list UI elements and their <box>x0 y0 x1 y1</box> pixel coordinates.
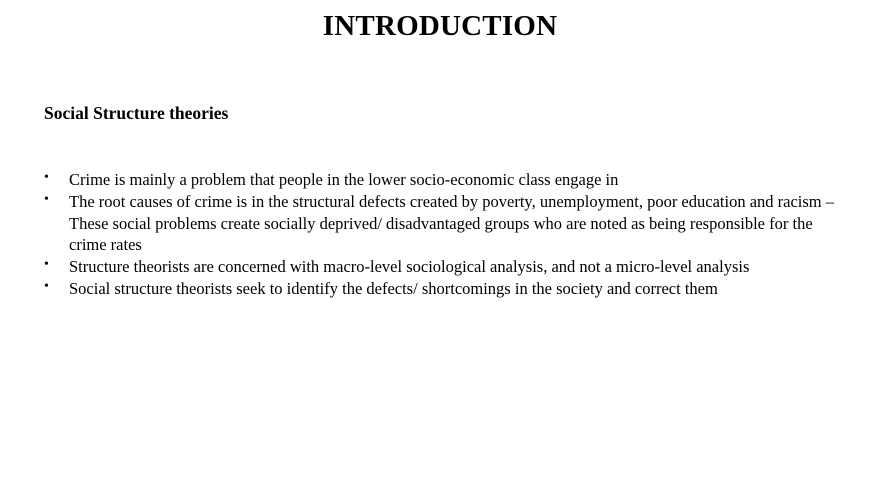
bullet-list <box>44 169 844 300</box>
bullet-text: Structure theorists are concerned with macro-level sociological analysis, and not a micro-level analysis <box>69 257 750 277</box>
bullet-text: Crime is mainly a problem that people in the lower socio-economic class engage in <box>69 170 619 189</box>
bullet-text: Social structure theorists seek to identify the defects/ shortcomings in the society and correct them <box>69 278 718 298</box>
bullet-item <box>44 191 844 256</box>
bullet-item <box>44 278 844 300</box>
section-heading: Social Structure theories <box>44 103 229 123</box>
bullet-icon: • <box>44 191 49 207</box>
bullet-icon: • <box>44 257 49 273</box>
bullet-item <box>44 256 844 278</box>
slide-title: INTRODUCTION <box>322 10 558 42</box>
bullet-icon: • <box>44 278 49 294</box>
bullet-icon: • <box>44 170 49 185</box>
bullet-item <box>44 169 844 191</box>
bullet-text: The root causes of crime is in the structural defects created by poverty, unemployment, poor education and racism – These social problems create socially deprived/ disadvantaged groups who are noted as being responsible for the crime rates <box>69 191 835 255</box>
